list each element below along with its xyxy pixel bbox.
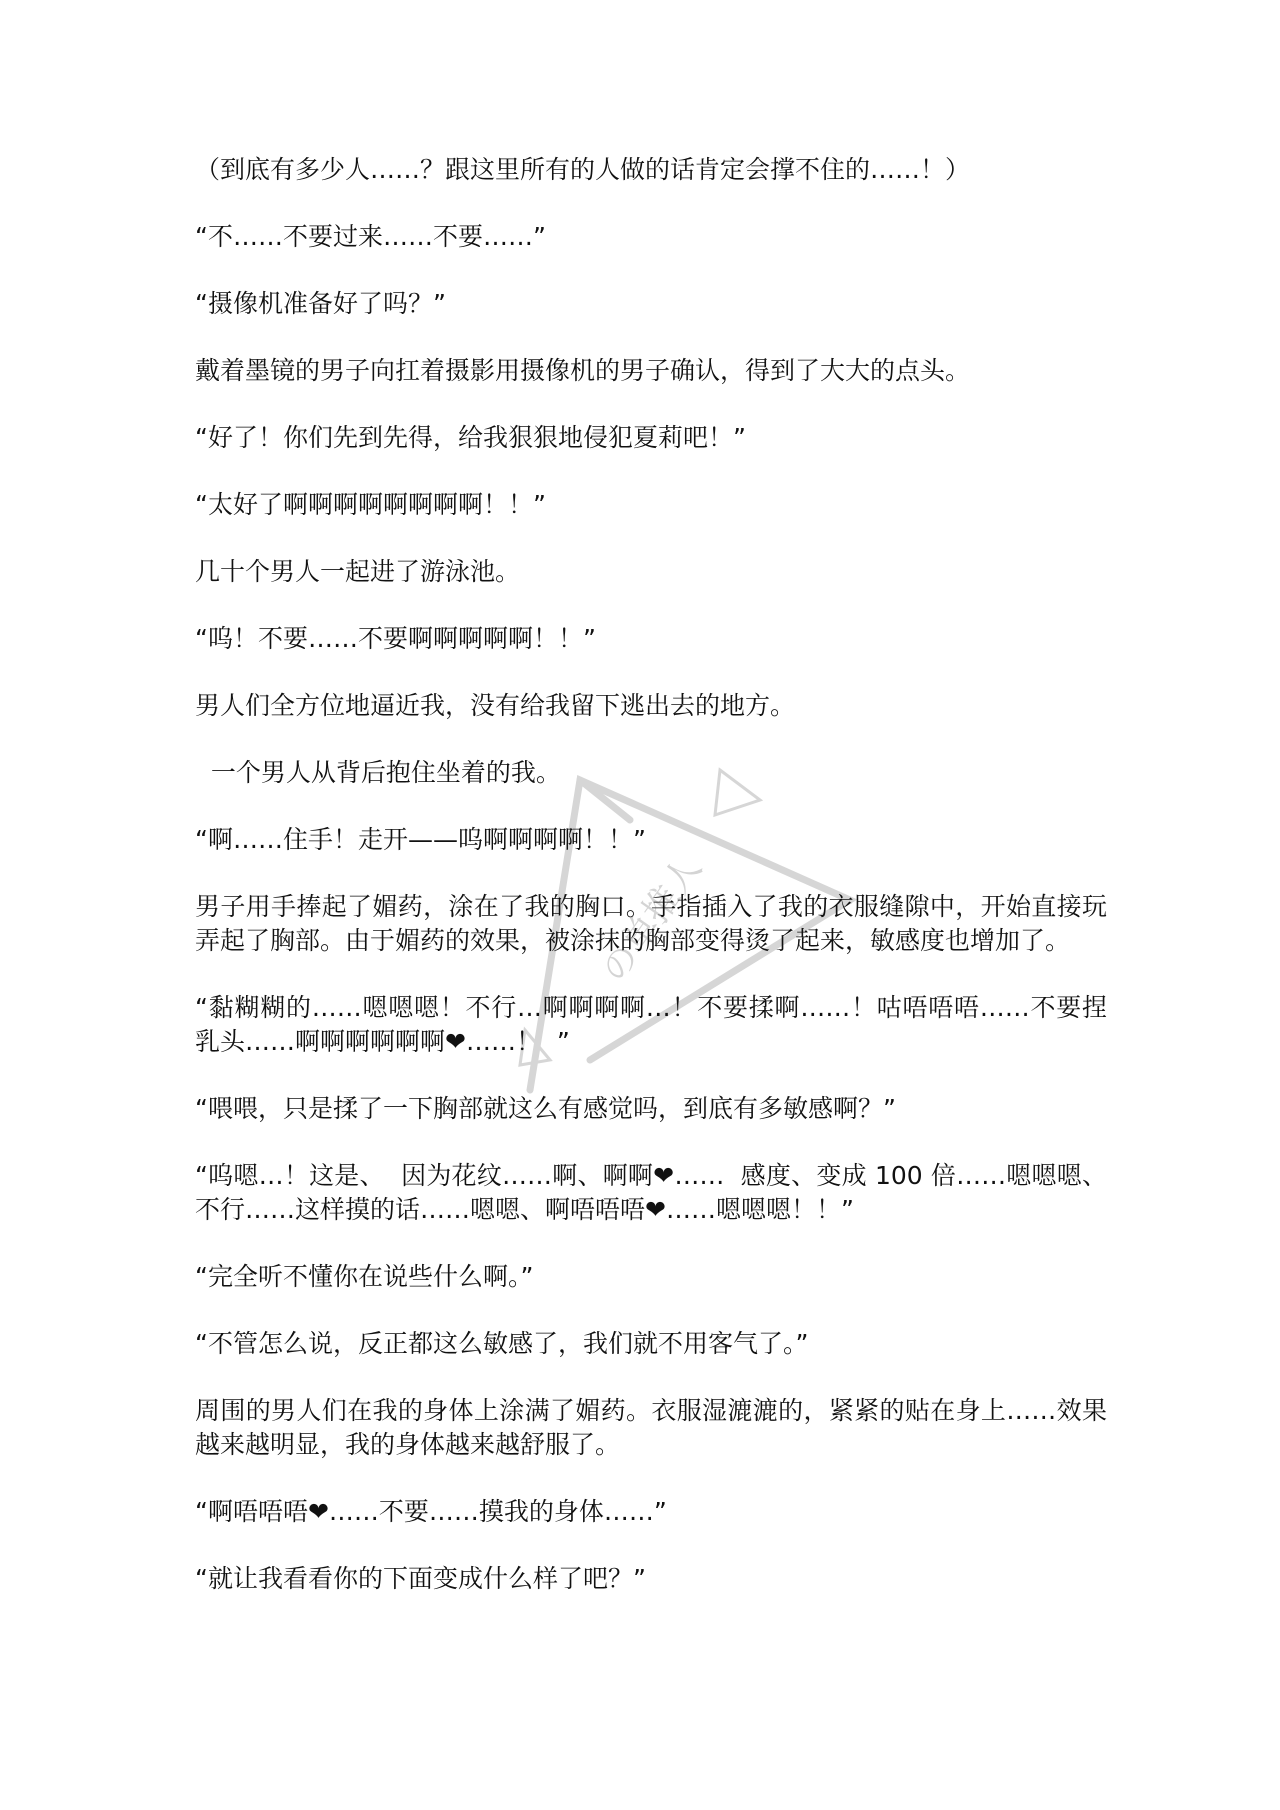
paragraph: “啊唔唔唔❤……不要……摸我的身体……” [195,1497,667,1526]
paragraph: “完全听不懂你在说些什么啊。” [195,1262,534,1291]
paragraph: “呜！不要……不要啊啊啊啊啊！！” [195,624,596,653]
paragraph: （到底有多少人……？跟这里所有的人做的话肯定会撑不住的……！） [195,155,971,184]
paragraph: 男子用手捧起了媚药，涂在了我的胸口。手指插入了我的衣服缝隙中，开始直接玩弄起了胸部。由于媚药的效果，被涂抹的胸部变得烫了起来，敏感度也增加了。 [195,892,1107,955]
paragraph: “不管怎么说，反正都这么敏感了，我们就不用客气了。” [195,1329,809,1358]
paragraph: “太好了啊啊啊啊啊啊啊啊！！” [195,490,546,519]
paragraph: 几十个男人一起进了游泳池。 [195,557,521,586]
document-body [195,153,1107,1629]
paragraph: “啊……住手！走开——呜啊啊啊啊！！” [195,825,646,854]
paragraph: “黏糊糊的……嗯嗯嗯！不行…啊啊啊啊…！不要揉啊……！咕唔唔唔……不要捏乳头……啊啊啊啊啊啊❤……！ ” [195,993,1107,1056]
paragraph: 戴着墨镜的男子向扛着摄影用摄像机的男子确认，得到了大大的点头。 [195,356,971,385]
paragraph: 男人们全方位地逼近我，没有给我留下逃出去的地方。 [195,691,796,720]
paragraph: 一个男人从背后抱住坐着的我。 [195,758,561,787]
watermark-text: の单推人 [593,848,710,991]
paragraph: “就让我看看你的下面变成什么样了吧？” [195,1564,646,1593]
paragraph: “摄像机准备好了吗？” [195,289,446,318]
paragraph: “好了！你们先到先得，给我狠狠地侵犯夏莉吧！” [195,423,746,452]
paragraph: “呜嗯…！这是、 因为花纹……啊、啊啊❤…… 感度、变成 100 倍……嗯嗯嗯、不行……这样摸的话……嗯嗯、啊唔唔唔❤……嗯嗯嗯！！” [195,1161,1107,1224]
paragraph: 周围的男人们在我的身体上涂满了媚药。衣服湿漉漉的，紧紧的贴在身上……效果越来越明显，我的身体越来越舒服了。 [195,1396,1107,1459]
paragraph: “喂喂，只是揉了一下胸部就这么有感觉吗，到底有多敏感啊？” [195,1094,896,1123]
paragraph: “不……不要过来……不要……” [195,222,546,251]
